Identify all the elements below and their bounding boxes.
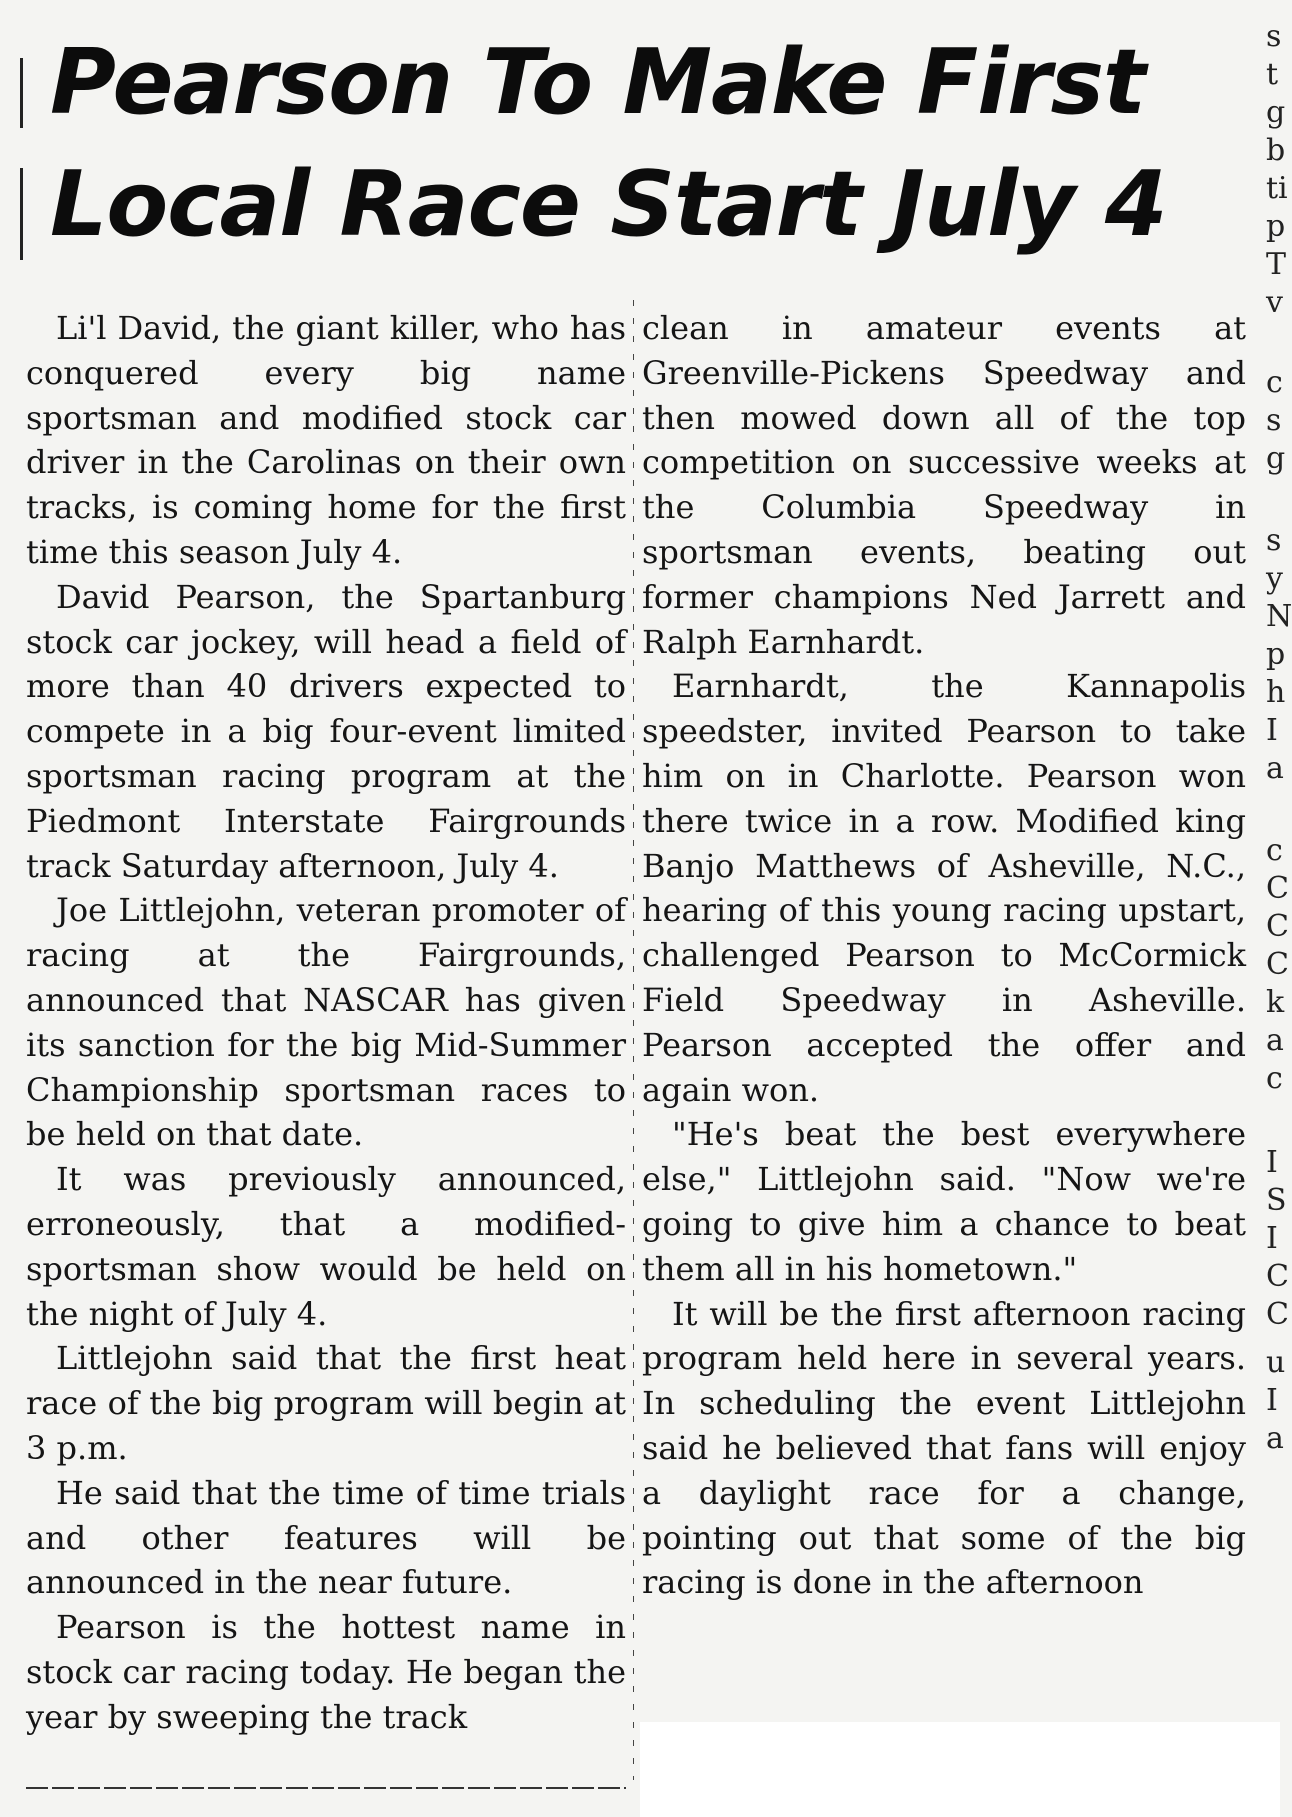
paragraph: Li'l David, the giant killer, who has conquered every big name sportsman and modified stock car driver in the Carolinas on their own tracks, is coming home for the first time this season July 4. (26, 309, 626, 571)
edge-letter: a (1266, 1023, 1284, 1058)
edge-letter: C (1266, 947, 1289, 982)
paragraph: It was previously announced, erroneously, that a modified-sportsman show would be held on the night of July 4. (26, 1160, 626, 1333)
adjacent-column-edge (1262, 0, 1292, 1817)
headline-line-2: Local Race Start July 4 (50, 152, 1167, 257)
edge-letter: N (1266, 599, 1292, 634)
edge-letter: g (1266, 441, 1286, 476)
edge-letter: ti (1266, 171, 1288, 206)
edge-letter: C (1266, 871, 1289, 906)
edge-letter: t (1266, 57, 1279, 92)
edge-letter: y (1266, 561, 1283, 596)
paragraph: Earnhardt, the Kannapolis speedster, invited Pearson to take him on in Charlotte. Pearson won there twice in a row. Modified king Banjo Matthews of Asheville, N.C., hearing of this young racing upstart, challenged Pearson to McCormick Field Speedway in Asheville. Pearson accepted the offer and again won. (642, 667, 1246, 1109)
edge-letter: k (1266, 985, 1285, 1020)
edge-letter: h (1266, 675, 1286, 710)
paragraph: "He's beat the best everywhere else," Littlejohn said. "Now we're going to give him a chance to beat them all in his hometown." (642, 1115, 1246, 1288)
edge-letter: C (1266, 1259, 1289, 1294)
paragraph: It will be the first afternoon racing program held here in several years. In scheduling the event Littlejohn said he believed that fans will enjoy a daylight race for a change, pointing out that some of the big racing is done in the afternoon (642, 1294, 1246, 1602)
edge-letter: T (1266, 247, 1287, 282)
paragraph: David Pearson, the Spartanburg stock car jockey, will head a field of more than 40 drivers expected to compete in a big four-event limited sportsman racing program at the Piedmont Interstate Fairgrounds track Saturday afternoon, July 4. (26, 577, 626, 885)
column-divider (633, 300, 634, 1780)
edge-letter: I (1266, 713, 1278, 748)
edge-letter: I (1266, 1221, 1278, 1256)
edge-letter: C (1266, 1297, 1289, 1332)
edge-letter: b (1266, 133, 1286, 168)
edge-letter: I (1266, 1383, 1278, 1418)
column-2 (642, 306, 1246, 1605)
edge-letter: a (1266, 1421, 1284, 1456)
edge-letter: c (1266, 365, 1283, 400)
left-margin-rule (20, 58, 23, 128)
edge-letter: s (1266, 403, 1282, 438)
paragraph: Joe Littlejohn, veteran promoter of racing at the Fairgrounds, announced that NASCAR has given its sanction for the big Mid-Summer Championship sportsman races to be held on that date. (26, 891, 626, 1154)
paragraph: He said that the time of time trials and other features will be announced in the near future. (26, 1473, 626, 1602)
bottom-rule (26, 1787, 626, 1789)
edge-letter: c (1266, 833, 1283, 868)
edge-letter: s (1266, 523, 1282, 558)
headline (50, 22, 1230, 266)
left-margin-rule (20, 168, 23, 260)
paragraph: clean in amateur events at Greenville-Pickens Speedway and then mowed down all of the top competition on successive weeks at the Columbia Speedway in sportsman events, beating out former champions Ned Jarrett and Ralph Earnhardt. (642, 309, 1246, 661)
edge-letter: u (1266, 1345, 1286, 1380)
column-1 (26, 306, 626, 1740)
edge-letter: p (1266, 209, 1286, 244)
paragraph: Pearson is the hottest name in stock car racing today. He began the year by sweeping the track (26, 1608, 626, 1736)
edge-letter: s (1266, 19, 1282, 54)
paragraph: Littlejohn said that the first heat race of the big program will begin at 3 p.m. (26, 1339, 626, 1467)
edge-letter: C (1266, 909, 1289, 944)
edge-letter: I (1266, 1145, 1278, 1180)
edge-letter: p (1266, 637, 1286, 672)
edge-letter: S (1266, 1183, 1287, 1218)
blank-area (640, 1722, 1280, 1817)
edge-letter: g (1266, 95, 1286, 130)
edge-letter: v (1266, 285, 1283, 320)
edge-letter: c (1266, 1061, 1283, 1096)
edge-letter: a (1266, 751, 1284, 786)
headline-line-1: Pearson To Make First (50, 30, 1146, 135)
